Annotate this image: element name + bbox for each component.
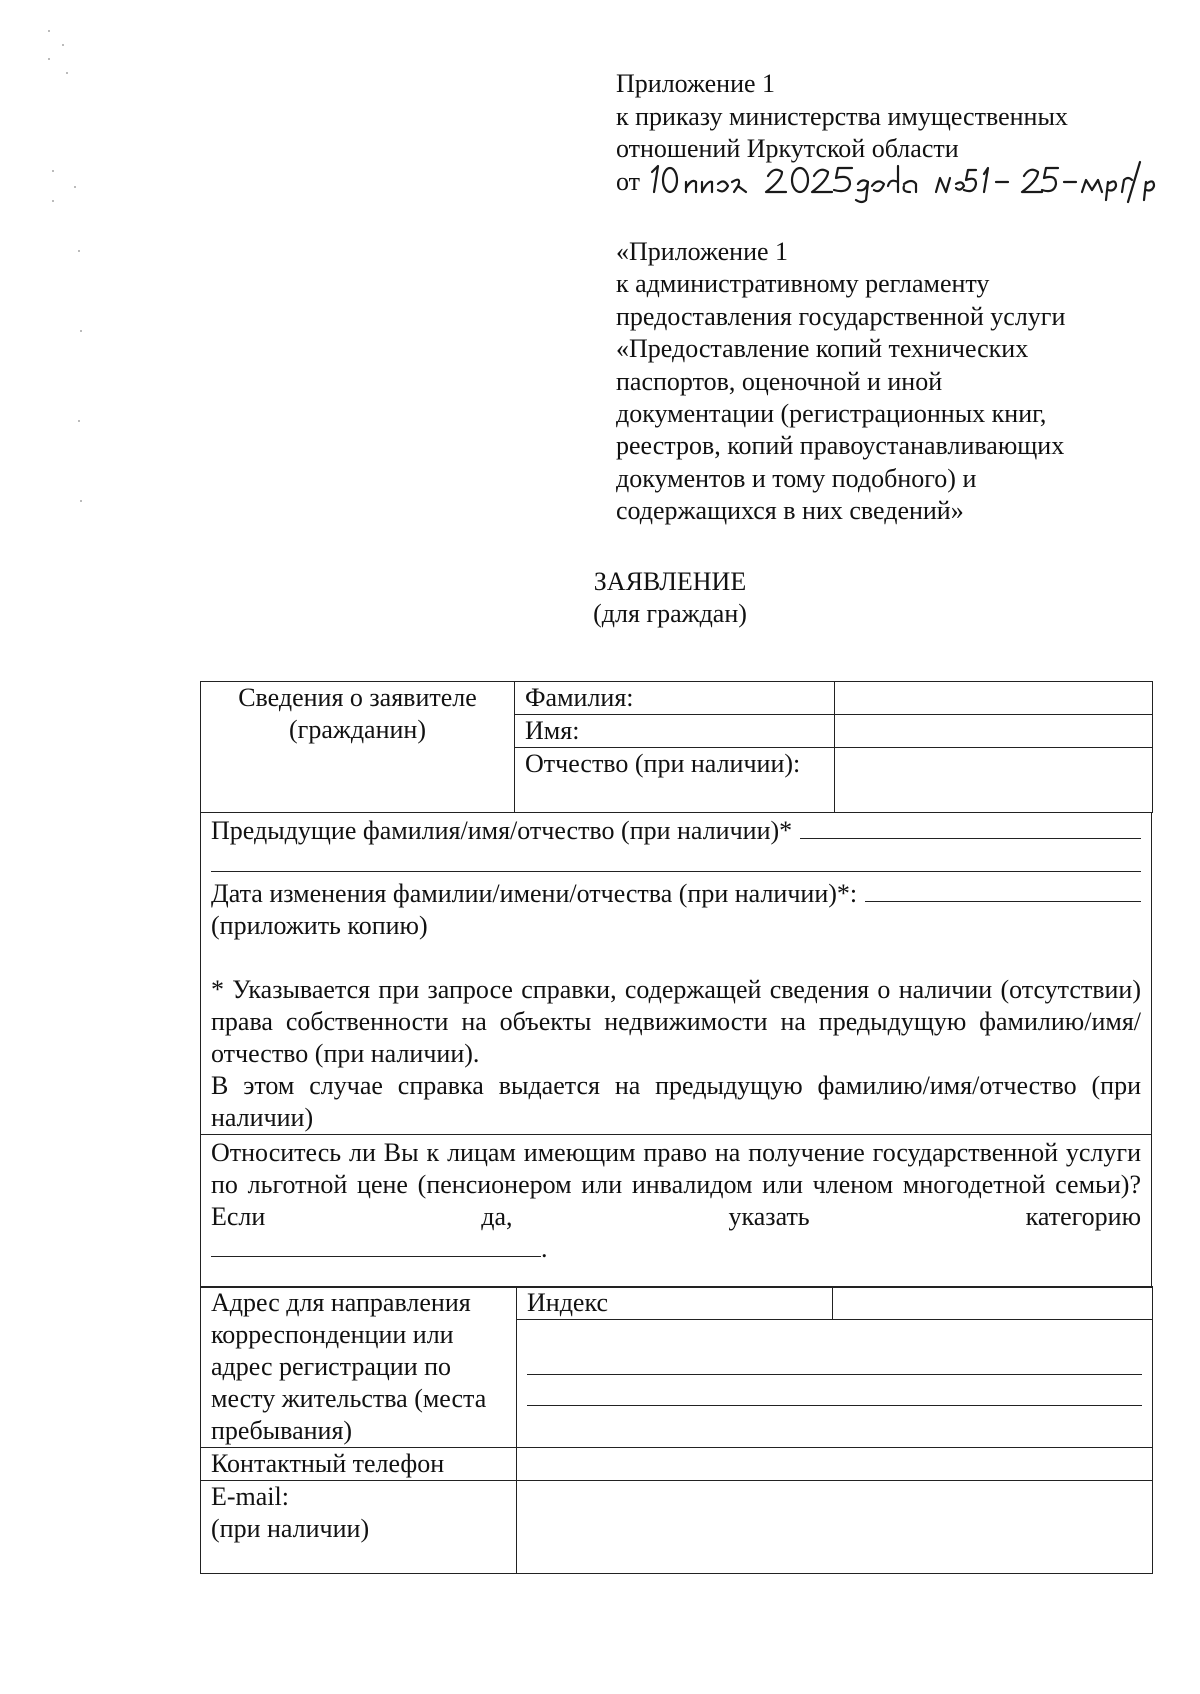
- phone-label: Контактный телефон: [201, 1448, 517, 1481]
- index-field[interactable]: [833, 1287, 1153, 1320]
- index-label: Индекс: [517, 1287, 833, 1320]
- email-label: E-mail:: [211, 1482, 289, 1512]
- previous-names-section: [200, 813, 1152, 1288]
- contacts-table: [200, 1286, 1153, 1574]
- attach-copy-note: (приложить копию): [211, 911, 428, 940]
- footnote-text-2: В этом случае справка выдается на предыдущую фамилию/имя/отчество (при наличии): [211, 1071, 1141, 1132]
- regulation-line: паспортов, оценочной и иной: [616, 366, 943, 396]
- title-main: ЗАЯВЛЕНИЕ: [593, 567, 747, 596]
- document-title: [560, 566, 780, 630]
- email-note: (при наличии): [211, 1514, 370, 1544]
- surname-label: Фамилия:: [515, 682, 835, 715]
- patronymic-label: Отчество (при наличии):: [515, 748, 835, 813]
- title-sub: (для граждан): [593, 599, 747, 628]
- previous-names-field[interactable]: [800, 816, 1141, 839]
- regulation-line: содержащихся в них сведений»: [616, 496, 964, 526]
- order-header: [616, 68, 1156, 200]
- name-field[interactable]: [835, 715, 1153, 748]
- application-form: [200, 681, 1152, 1574]
- ministry-line: отношений Иркутской области: [616, 134, 959, 163]
- regulation-line: реестров, копий правоустанавливающих: [616, 431, 1065, 461]
- date-prefix: от: [616, 166, 641, 196]
- benefit-end: .: [541, 1234, 548, 1263]
- address-label: Адрес для направления корреспонденции или адрес регистрации по месту жительства (места пребывания): [201, 1287, 517, 1448]
- appendix-number: Приложение 1: [616, 69, 776, 98]
- surname-field[interactable]: [835, 682, 1153, 715]
- email-field[interactable]: [517, 1481, 1153, 1574]
- regulation-line: документов и тому подобного) и: [616, 463, 977, 493]
- phone-field[interactable]: [517, 1448, 1153, 1481]
- name-label: Имя:: [515, 715, 835, 748]
- change-date-label: Дата изменения фамилии/имени/отчества (при наличии)*:: [211, 879, 858, 908]
- address-field[interactable]: [517, 1320, 1153, 1448]
- regulation-line: «Приложение 1: [616, 237, 789, 266]
- regulation-line: документации (регистрационных книг,: [616, 399, 1047, 429]
- benefit-question: Относитесь ли Вы к лицам имеющим право на получение государственной услуги по льготной цене (пенсионером или инвалидом или членом многодетной семьи)? Если да, указать категорию: [211, 1138, 1141, 1231]
- benefit-section: [201, 1135, 1151, 1288]
- footnote-text: * Указывается при запросе справки, содержащей сведения о наличии (отсутствии) права собственности на объекты недвижимости на предыдущую фамилию/имя/отчество (при наличии).: [211, 975, 1141, 1068]
- regulation-line: предоставления государственной услуги: [616, 301, 1066, 331]
- regulation-line: «Предоставление копий технических: [616, 334, 1029, 364]
- handwritten-date: [646, 156, 1166, 204]
- regulation-block: [616, 236, 1156, 528]
- address-line[interactable]: [527, 1350, 1142, 1375]
- change-date-field[interactable]: [865, 879, 1141, 902]
- applicant-table: [200, 681, 1153, 813]
- address-line[interactable]: [527, 1381, 1142, 1406]
- order-line: к приказу министерства имущественных: [616, 101, 1068, 131]
- previous-names-field-continued[interactable]: [211, 847, 1141, 872]
- benefit-category-field[interactable]: [211, 1234, 541, 1257]
- regulation-line: к административному регламенту: [616, 269, 990, 299]
- applicant-label: Сведения о заявителе (гражданин): [201, 682, 515, 813]
- patronymic-field[interactable]: [835, 748, 1153, 813]
- previous-names-label: Предыдущие фамилия/имя/отчество (при наличии)*: [211, 816, 793, 845]
- order-date-line: [616, 166, 1156, 200]
- email-label-cell: [201, 1481, 517, 1574]
